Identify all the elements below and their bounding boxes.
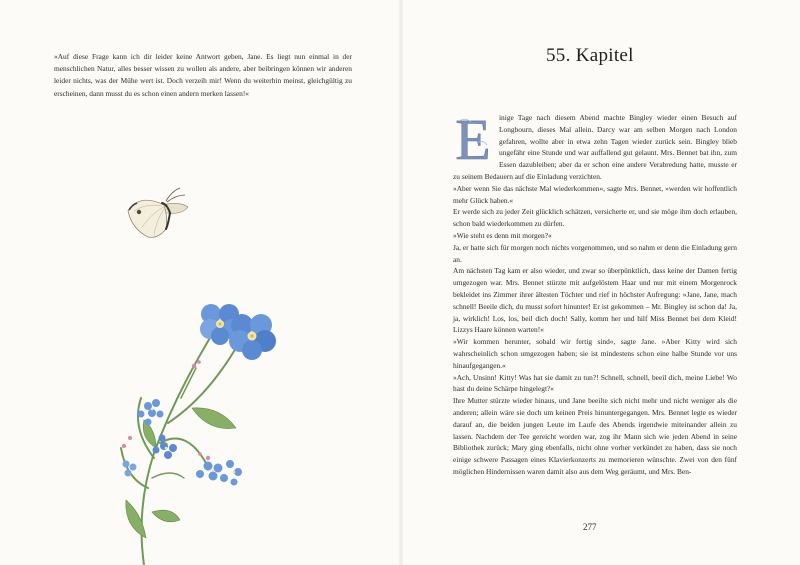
paragraph: Er werde sich zu jeder Zeit glücklich schätzen, versicherte er, und sie möge ihm doch erlauben, schon bald wiederkommen zu dürfen. [453, 207, 737, 229]
forget-me-not-flowers [123, 304, 277, 486]
paragraph [453, 112, 737, 183]
paragraph-text: inige Tage nach diesem Abend machte Bingley wieder einen Besuch auf Longbourn, dieses Mal allein. Darcy war am selben Morgen nach London gefahren, wollte aber in etwa zehn Tagen wieder zurück sein. Bingley blieb ungefähr eine Stunde und war auffallend gut gelaunt. Mrs. Bennet bat ihn, zum Essen dazubleiben; aber da er schon eine andere Verabredung hatte, musste er zu seinem Bedauern auf die Einladung verzichten. [453, 113, 737, 181]
butterfly-icon [128, 188, 188, 237]
butterfly-illustration [122, 183, 194, 255]
right-page [400, 0, 800, 565]
chapter-title: 55. Kapitel [546, 45, 634, 66]
chapter-body [453, 112, 737, 478]
paragraph: Ja, er hatte sich für morgen noch nichts vorgenommen, und so nahm er denn die Einladung gern an. [453, 242, 737, 264]
paragraph: »Aber wenn Sie das nächste Mal wiederkommen«, sagte Mrs. Bennet, »werden wir hoffentlich mehr Glück haben.« [453, 183, 737, 205]
paragraph: »Wir kommen herunter, sobald wir fertig sind«, sagte Jane. »Aber Kitty wird sich wahrscheinlich schon umgezogen haben; sie ist mindestens schon eine halbe Stunde vor uns hinaufgegangen.« [453, 337, 737, 370]
drop-cap-e [453, 113, 493, 163]
drop-cap-letter: E [455, 113, 491, 163]
paragraph: »Wie steht es denn mit morgen?« [453, 230, 552, 240]
paragraph: Am nächsten Tag kam er also wieder, und zwar so überpünktlich, dass keine der Damen fertig umgezogen war. Mrs. Bennet stürzte mit aufgelöstem Haar und nur mit einem Morgenrock bekleidet ins Zimmer ihrer ältesten Töchter und rief in höchster Aufregung: »Jane, Jane, mach schnell! Beeile dich, du musst sofort hinunter! Er ist gekommen – Mr. Bingley ist schon da! Ja, ja, wirklich! Los, los, beil dich doch! Sally, komm her und hilf Miss Bennet bei dem Kleid! Lizzys Haare können warten!« [453, 266, 737, 335]
page-number: 277 [583, 522, 597, 532]
left-page-text: »Auf diese Frage kann ich dir leider keine Antwort geben, Jane. Es liegt nun einmal in der menschlichen Natur, alles besser wissen zu wollen als andere, aber beibringen können wir anderen leider nichts, was der Mühe wert ist. Doch verzeih mir! Wenn du weiterhin meinst, gleichgültig zu erscheinen, dann musst du es schon einen andern merken lassen!« [54, 52, 352, 98]
paragraph: »Ach, Unsinn! Kitty! Was hat sie damit zu tun?! Schnell, schnell, beeil dich, meine Liebe! Wo hast du deine Schärpe hingelegt?« [453, 372, 737, 394]
forget-me-not-illustration [96, 288, 296, 565]
paragraph: Ihre Mutter stürzte wieder hinaus, und Jane beeilte sich nicht mehr und nicht weniger als die anderen; allein wäre sie doch um keinen Preis hinuntergegangen. Mrs. Bennet legte es wieder darauf an, die beiden jungen Leute im Laufe des Abends irgendwie miteinander allein zu lassen. Nachdem der Tee gereicht worden war, zog ihr Mann sich wie jeden Abend in seine Bibliothek zurück; Mary ging ebenfalls, nicht ohne vorher verkündet zu haben, dass sie noch einige schwere Passagen eines Klavierkonzerts zu memorieren wünschte. Zwei von den fünf möglichen Hindernissen waren damit also aus dem Weg geräumt, und Mrs. Ben- [453, 396, 737, 476]
